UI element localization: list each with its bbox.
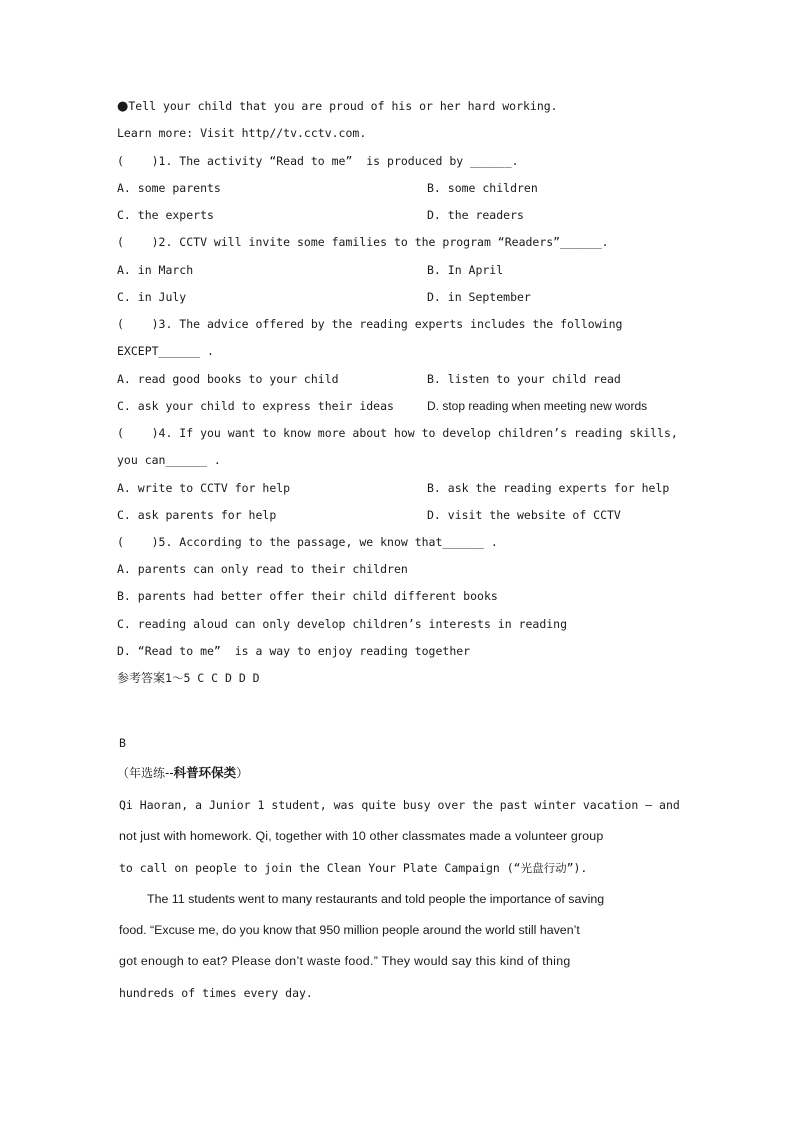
option-c: C. ask parents for help — [117, 508, 277, 522]
option-c: C. in July — [117, 290, 187, 304]
option-b: B. some children — [427, 181, 538, 195]
paragraph-1-line-3: to call on people to join the Clean Your Plate Campaign (“光盘行动”). — [119, 861, 588, 875]
option-a: A. in March — [117, 263, 194, 277]
question-3-stem-continued: EXCEPT______ . — [117, 344, 214, 358]
section-category — [117, 766, 248, 780]
option-c: C. the experts — [117, 208, 214, 222]
option-a: A. read good books to your child — [117, 372, 339, 386]
question-2-options-row-2 — [117, 290, 531, 304]
question-1-stem: ( )1. The activity “Read to me” is produced by ______. — [117, 154, 519, 168]
option-b: B. listen to your child read — [427, 372, 621, 386]
paragraph-1-line-1: Qi Haoran, a Junior 1 student, was quite busy over the past winter vacation – and — [119, 798, 680, 812]
question-4-stem-continued: you can______ . — [117, 453, 221, 467]
question-2-stem: ( )2. CCTV will invite some families to the program “Readers”______. — [117, 235, 609, 249]
section-letter: B — [119, 736, 126, 750]
question-5-stem: ( )5. According to the passage, we know that______ . — [117, 535, 498, 549]
option-d: D. visit the website of CCTV — [427, 508, 621, 522]
option-b: B. ask the reading experts for help — [427, 481, 670, 495]
question-4-stem: ( )4. If you want to know more about how to develop children’s reading skills, — [117, 426, 678, 440]
category-name: 科普环保类 — [173, 765, 237, 780]
option-a: A. write to CCTV for help — [117, 481, 291, 495]
paragraph-2-line-4: hundreds of times every day. — [119, 986, 313, 1000]
option-d: D. stop reading when meeting new words — [427, 399, 648, 413]
question-5-option-a: A. parents can only read to their children — [117, 562, 408, 576]
question-2-options-row-1 — [117, 263, 504, 277]
paragraph-2-line-2: food. “Excuse me, do you know that 950 million people around the world still haven’t — [119, 923, 580, 937]
bullet-icon: ● — [117, 99, 129, 114]
paragraph-2-line-1: The 11 students went to many restaurants and told people the importance of saving — [147, 892, 605, 906]
option-a: A. some parents — [117, 181, 221, 195]
question-4-options-row-1 — [117, 481, 670, 495]
question-1-options-row-1 — [117, 181, 538, 195]
paragraph-1-line-2: not just with homework. Qi, together with 10 other classmates made a volunteer group — [119, 829, 604, 843]
question-4-options-row-2 — [117, 508, 621, 522]
question-3-stem: ( )3. The advice offered by the reading experts includes the following — [117, 317, 623, 331]
category-suffix: ） — [236, 766, 249, 780]
question-3-options-row-2 — [117, 399, 648, 413]
answer-key-value: 1～5 C C D D D — [165, 671, 260, 685]
answer-key-label: 参考答案 — [117, 671, 166, 685]
category-prefix: （年选练-- — [117, 766, 174, 780]
answer-key — [117, 671, 260, 685]
option-d: D. the readers — [427, 208, 524, 222]
question-5-option-d: D. “Read to me” is a way to enjoy reading together — [117, 644, 471, 658]
parent-tip-line — [117, 99, 558, 114]
option-c: C. ask your child to express their ideas — [117, 399, 394, 413]
question-5-option-b: B. parents had better offer their child different books — [117, 589, 498, 603]
learn-more-line: Learn more: Visit http//tv.cctv.com. — [117, 126, 367, 140]
question-1-options-row-2 — [117, 208, 524, 222]
option-d: D. in September — [427, 290, 531, 304]
question-3-options-row-1 — [117, 372, 621, 386]
paragraph-2-line-3: got enough to eat? Please don’t waste food.” They would say this kind of thing — [119, 954, 571, 968]
option-b: B. In April — [427, 263, 504, 277]
question-5-option-c: C. reading aloud can only develop children’s interests in reading — [117, 617, 568, 631]
parent-tip-text: Tell your child that you are proud of his or her hard working. — [128, 99, 558, 113]
